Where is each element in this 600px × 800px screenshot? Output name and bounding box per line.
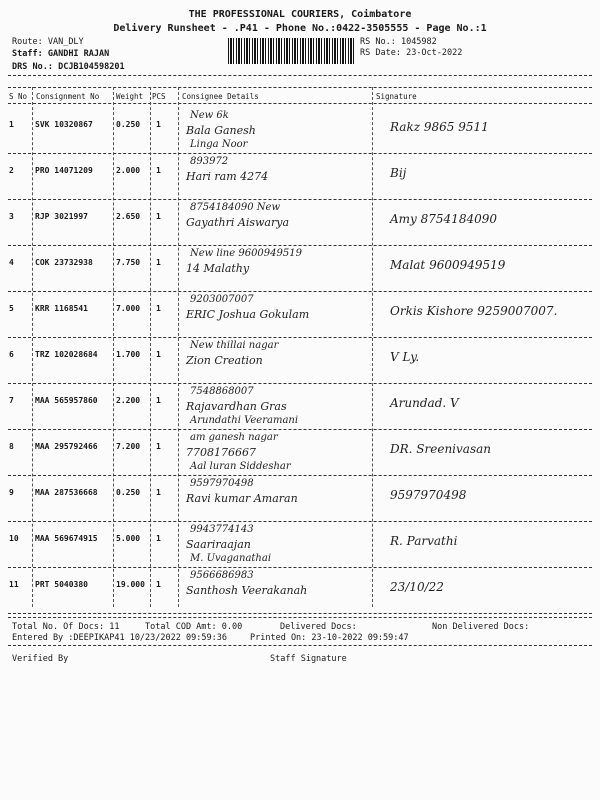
total-docs-value: 11	[109, 622, 120, 632]
table-row	[0, 568, 600, 614]
consignee-handwriting: Arundathi Veeramani	[190, 415, 299, 426]
row-consignment-no: COK 23732938	[35, 258, 93, 267]
rs-date-label: RS Date:	[360, 48, 401, 58]
cod-value: 0.00	[221, 622, 243, 632]
row-consignment-no: MAA 295792466	[35, 442, 98, 451]
consignee-handwriting: New thillai nagar	[190, 340, 279, 351]
col-consignment: Consignment No	[36, 92, 100, 101]
consignee-handwriting: New line 9600949519	[190, 248, 302, 259]
row-sno: 11	[9, 580, 19, 589]
consignee-handwriting: Zion Creation	[186, 354, 263, 367]
col-signature: Signature	[376, 92, 417, 101]
row-weight: 2.650	[116, 212, 141, 221]
table-row	[0, 108, 600, 154]
total-docs-label: Total No. Of Docs:	[12, 622, 105, 632]
runsheet-subtitle: Delivery Runsheet - .P41 - Phone No.:0422-3505555 - Page No.:1	[113, 23, 487, 34]
row-pcs: 1	[156, 396, 161, 405]
cod-label: Total COD Amt:	[145, 622, 217, 632]
consignee-handwriting: 8754184090 New	[190, 202, 281, 213]
row-sno: 5	[9, 304, 14, 313]
table-row	[0, 384, 600, 430]
row-weight: 2.200	[116, 396, 141, 405]
consignee-handwriting: New 6k	[190, 110, 229, 121]
signature-handwriting: 23/10/22	[390, 580, 444, 594]
row-consignment-no: PRO 14071209	[35, 166, 93, 175]
route-label: Route:	[12, 37, 43, 47]
consignee-handwriting: Rajavardhan Gras	[186, 400, 287, 413]
rs-no-label: RS No.:	[360, 37, 396, 47]
col-sno: S No	[9, 92, 28, 101]
entered-by: Entered By :DEEPIKAP41 10/23/2022 09:59:36	[12, 633, 227, 643]
staff-value: GANDHI RAJAN	[47, 49, 110, 59]
printed-on: Printed On: 23-10-2022 09:59:47	[250, 633, 409, 643]
table-row	[0, 292, 600, 338]
table-row	[0, 430, 600, 476]
signature-handwriting: Malat 9600949519	[390, 258, 506, 272]
signature-handwriting: Bij	[390, 166, 407, 180]
row-consignment-no: MAA 287536668	[35, 488, 98, 497]
table-row	[0, 476, 600, 522]
verified-by: Verified By	[12, 654, 69, 664]
row-weight: 7.750	[116, 258, 141, 267]
route-value: VAN_DLY	[47, 37, 84, 47]
drs-line	[12, 62, 125, 72]
table-row	[0, 154, 600, 200]
row-weight: 2.000	[116, 166, 141, 175]
consignee-handwriting: Gayathri Aiswarya	[186, 216, 290, 229]
consignee-handwriting: Bala Ganesh	[186, 124, 256, 137]
row-consignment-no: MAA 569674915	[35, 534, 98, 543]
row-pcs: 1	[156, 580, 161, 589]
row-pcs: 1	[156, 488, 161, 497]
table-row	[0, 200, 600, 246]
consignee-handwriting: 9566686983	[190, 570, 254, 581]
consignee-handwriting: Ravi kumar Amaran	[186, 492, 298, 505]
rs-no-value: 1045982	[400, 37, 437, 47]
consignee-handwriting: 893972	[190, 156, 229, 167]
delivered-docs-label: Delivered Docs:	[280, 622, 357, 632]
rs-no-line	[360, 37, 437, 47]
row-sno: 2	[9, 166, 14, 175]
consignee-handwriting: Hari ram 4274	[186, 170, 269, 183]
consignee-handwriting: Aal luran Siddeshar	[190, 461, 291, 472]
row-sno: 4	[9, 258, 14, 267]
signature-handwriting: DR. Sreenivasan	[390, 442, 491, 456]
row-weight: 1.700	[116, 350, 141, 359]
signature-handwriting: R. Parvathi	[390, 534, 458, 548]
staff-signature: Staff Signature	[270, 654, 347, 664]
consignee-handwriting: Linga Noor	[190, 139, 248, 150]
table-row	[0, 246, 600, 292]
signature-handwriting: Orkis Kishore 9259007007.	[390, 304, 558, 318]
row-pcs: 1	[156, 304, 161, 313]
row-pcs: 1	[156, 212, 161, 221]
rs-date-line	[360, 48, 462, 58]
consignee-handwriting: 9943774143	[190, 524, 254, 535]
column-header-border	[8, 103, 592, 104]
row-pcs: 1	[156, 534, 161, 543]
row-weight: 0.250	[116, 120, 141, 129]
row-weight: 0.250	[116, 488, 141, 497]
col-pcs: PCS	[152, 92, 166, 101]
col-consignee: Consignee Details	[182, 92, 259, 101]
consignee-handwriting: 9203007007	[190, 294, 254, 305]
drs-label: DRS No.:	[12, 62, 53, 72]
row-sno: 9	[9, 488, 14, 497]
row-pcs: 1	[156, 258, 161, 267]
signature-handwriting: Amy 8754184090	[390, 212, 497, 226]
row-consignment-no: MAA 565957860	[35, 396, 98, 405]
row-consignment-no: RJP 3021997	[35, 212, 88, 221]
consignee-handwriting: Saariraajan	[186, 538, 251, 551]
row-weight: 7.000	[116, 304, 141, 313]
staff-line	[12, 49, 109, 59]
consignee-handwriting: M. Uvaganathai	[190, 553, 272, 564]
consignee-handwriting: 7708176667	[186, 446, 256, 459]
row-sno: 7	[9, 396, 14, 405]
rs-date-value: 23-Oct-2022	[406, 48, 463, 58]
row-weight: 19.000	[116, 580, 145, 589]
table-row	[0, 338, 600, 384]
row-pcs: 1	[156, 350, 161, 359]
row-weight: 5.000	[116, 534, 141, 543]
consignee-handwriting: 9597970498	[190, 478, 254, 489]
row-consignment-no: PRT 5040380	[35, 580, 88, 589]
col-weight: Weight	[116, 92, 144, 101]
row-pcs: 1	[156, 120, 161, 129]
row-sno: 8	[9, 442, 14, 451]
footer-divider	[8, 645, 592, 646]
footer-divider	[8, 617, 592, 618]
company-title: THE PROFESSIONAL COURIERS, Coimbatore	[188, 9, 412, 20]
header-divider	[8, 75, 592, 76]
row-pcs: 1	[156, 166, 161, 175]
staff-label: Staff:	[12, 49, 43, 59]
signature-handwriting: Arundad. V	[390, 396, 459, 410]
route-line	[12, 37, 84, 47]
consignee-handwriting: am ganesh nagar	[190, 432, 278, 443]
consignee-handwriting: ERIC Joshua Gokulam	[186, 308, 310, 321]
table-top-border	[8, 87, 592, 88]
non-delivered-docs-label: Non Delivered Docs:	[432, 622, 530, 632]
signature-handwriting: V Ly.	[390, 350, 420, 364]
consignee-handwriting: 14 Malathy	[186, 262, 250, 275]
total-cod	[145, 622, 242, 632]
row-weight: 7.200	[116, 442, 141, 451]
table-row	[0, 522, 600, 568]
row-sno: 6	[9, 350, 14, 359]
row-consignment-no: TRZ 102028684	[35, 350, 98, 359]
row-consignment-no: SVK 10320867	[35, 120, 93, 129]
row-sno: 3	[9, 212, 14, 221]
row-divider	[8, 613, 592, 614]
consignee-handwriting: Santhosh Veerakanah	[186, 584, 308, 597]
row-sno: 1	[9, 120, 14, 129]
signature-handwriting: Rakz 9865 9511	[390, 120, 489, 134]
row-pcs: 1	[156, 442, 161, 451]
drs-value: DCJB104598201	[58, 62, 125, 72]
signature-handwriting: 9597970498	[390, 488, 467, 502]
row-consignment-no: KRR 1168541	[35, 304, 88, 313]
total-docs	[12, 622, 120, 632]
barcode	[228, 38, 356, 64]
consignee-handwriting: 7548868007	[190, 386, 254, 397]
row-sno: 10	[9, 534, 19, 543]
